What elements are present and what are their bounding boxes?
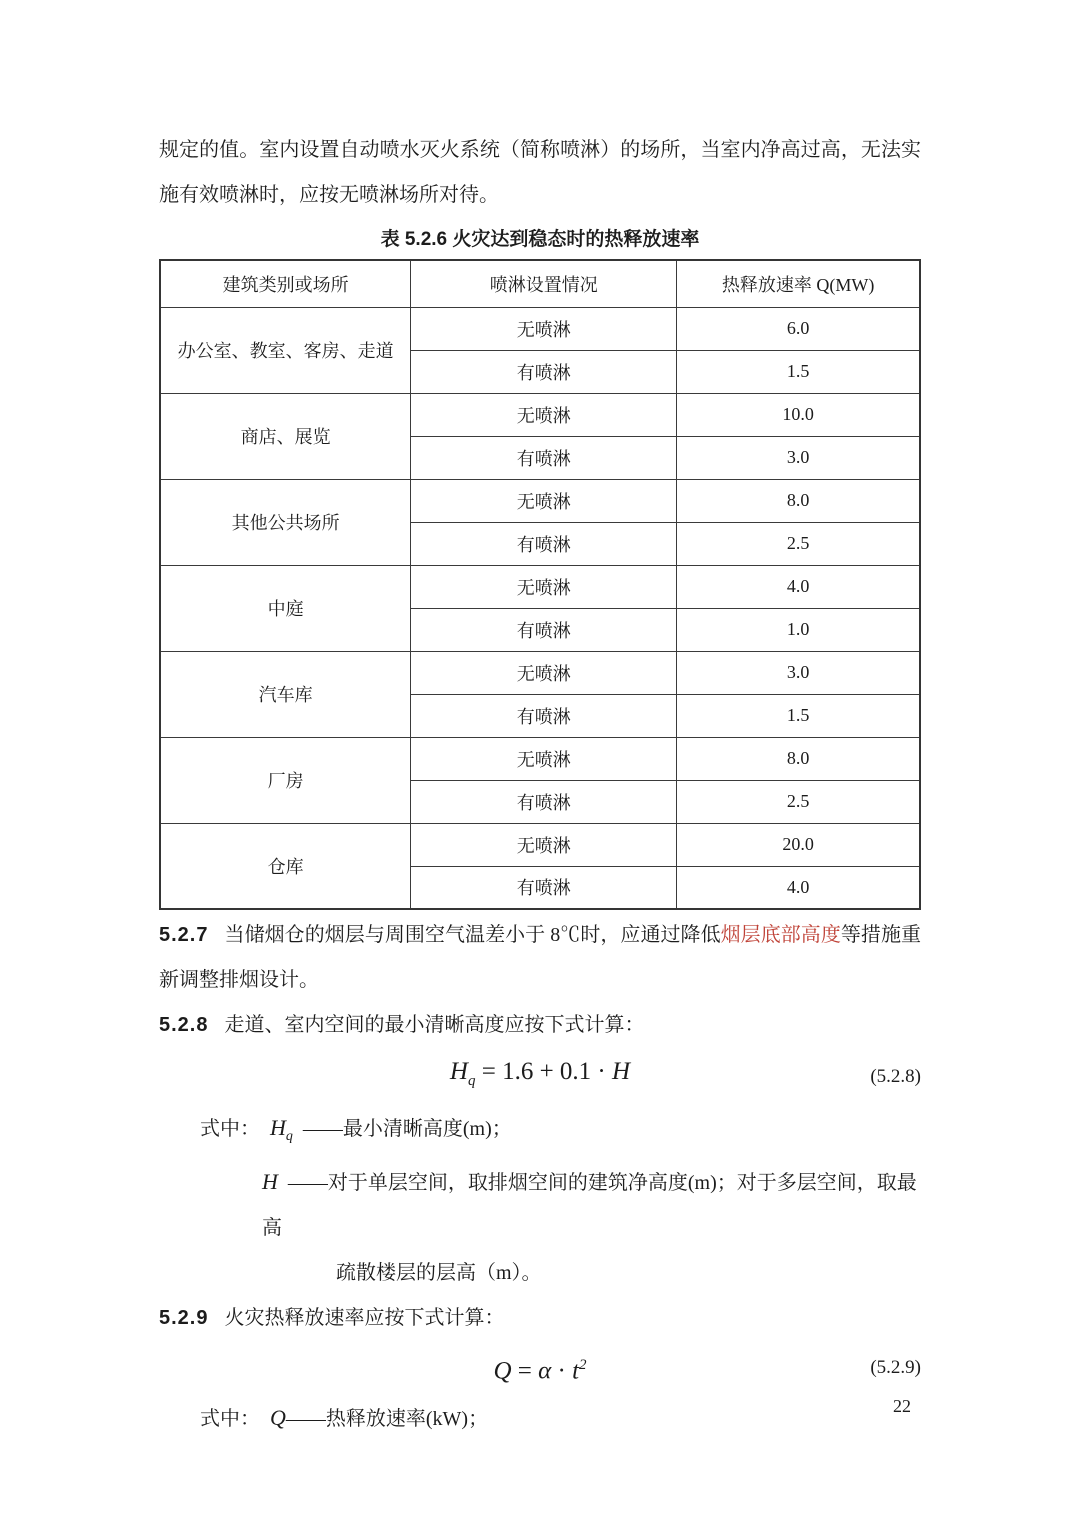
value-cell: 4.0 [677,866,920,909]
section-5-2-7 [159,913,921,1003]
formula-variable: Q [270,1405,286,1431]
where-clause-528-line1 [159,1105,921,1159]
section-number: 5.2.7 [159,924,209,946]
category-cell: 中庭 [160,565,411,651]
formula-variable: Q [493,1357,512,1385]
equation-number: (5.2.8) [870,1065,921,1087]
where-description: ——热释放速率(kW)； [285,1408,489,1431]
section-5-2-8 [159,1003,921,1048]
value-cell: 6.0 [677,307,920,350]
category-cell: 仓库 [160,823,411,909]
where-prefix: 式中： [200,1118,260,1140]
value-cell: 1.0 [677,608,920,651]
table-row [160,307,920,350]
where-description: ——对于单层空间，取排烟空间的建筑净高度(m)；对于多层空间，取最高 [262,1172,917,1239]
where-description: ——最小清晰高度(m)； [302,1118,512,1140]
condition-cell: 有喷淋 [411,866,677,909]
table-row [160,651,920,694]
table-5-2-6-title: 表 5.2.6 火灾达到稳态时的热释放速率 [380,229,700,250]
header-heat-release-rate: 热释放速率 Q(MW) [677,260,920,307]
where-description: 疏散楼层的层高（m）。 [336,1262,542,1284]
formula-variable: α [538,1357,552,1385]
value-cell: 3.0 [677,436,920,479]
condition-cell: 无喷淋 [411,737,677,780]
formula-5-2-9 [159,1345,921,1391]
condition-cell: 无喷淋 [411,307,677,350]
formula-variable: t [572,1357,580,1385]
table-header-row [160,260,920,307]
page-content [159,0,921,1442]
condition-cell: 无喷淋 [411,823,677,866]
where-clause-528-line3 [159,1251,921,1296]
condition-cell: 无喷淋 [411,393,677,436]
value-cell: 4.0 [677,565,920,608]
condition-cell: 无喷淋 [411,479,677,522]
formula-variable: H [449,1058,468,1085]
formula-superscript: 2 [579,1357,587,1373]
formula-5-2-8 [159,1052,921,1101]
page-number: 22 [893,1396,911,1416]
section-number: 5.2.9 [159,1307,209,1329]
value-cell: 10.0 [677,393,920,436]
condition-cell: 有喷淋 [411,436,677,479]
value-cell: 2.5 [677,522,920,565]
section-number: 5.2.8 [159,1014,209,1036]
table-row [160,393,920,436]
highlighted-text: 烟层底部高度 [720,924,841,946]
category-cell: 办公室、教室、客房、走道 [160,307,411,393]
category-cell: 汽车库 [160,651,411,737]
value-cell: 1.5 [677,694,920,737]
condition-cell: 无喷淋 [411,565,677,608]
section-text: 等措施重新调整排烟设计。 [159,924,922,991]
formula-subscript: q [467,1073,476,1089]
intro-paragraph: 规定的值。室内设置自动喷水灭火系统（简称喷淋）的场所，当室内净高过高，无法实施有效喷淋时，应按无喷淋场所对待。 [159,139,921,206]
table-row [160,823,920,866]
header-sprinkler-condition: 喷淋设置情况 [411,260,677,307]
table-row [160,565,920,608]
section-text: 火灾热释放速率应按下式计算： [224,1307,505,1329]
formula-variable: H [270,1115,286,1140]
where-prefix: 式中： [200,1408,260,1431]
value-cell: 3.0 [677,651,920,694]
where-clause-529-line1 [159,1395,921,1442]
header-building-category: 建筑类别或场所 [160,260,411,307]
value-cell: 20.0 [677,823,920,866]
category-cell: 商店、展览 [160,393,411,479]
section-5-2-9 [159,1296,921,1341]
value-cell: 8.0 [677,479,920,522]
formula-body: = [511,1357,539,1385]
equation-number: (5.2.9) [870,1357,921,1379]
condition-cell: 有喷淋 [411,608,677,651]
where-clause-528-line2 [159,1159,921,1251]
formula-body: · [551,1357,573,1385]
condition-cell: 有喷淋 [411,522,677,565]
table-row [160,479,920,522]
value-cell: 2.5 [677,780,920,823]
heat-release-rate-table [159,259,921,910]
formula-body: = 1.6 + 0.1 · [475,1058,613,1085]
condition-cell: 有喷淋 [411,694,677,737]
value-cell: 8.0 [677,737,920,780]
formula-variable: H [262,1169,278,1194]
category-cell: 厂房 [160,737,411,823]
condition-cell: 有喷淋 [411,350,677,393]
category-cell: 其他公共场所 [160,479,411,565]
table-row [160,737,920,780]
section-text: 走道、室内空间的最小清晰高度应按下式计算： [224,1014,645,1036]
condition-cell: 无喷淋 [411,651,677,694]
formula-variable: H [612,1058,631,1085]
value-cell: 1.5 [677,350,920,393]
condition-cell: 有喷淋 [411,780,677,823]
section-text: 当储烟仓的烟层与周围空气温差小于 8℃时，应通过降低 [224,924,721,946]
formula-subscript: q [285,1129,293,1144]
